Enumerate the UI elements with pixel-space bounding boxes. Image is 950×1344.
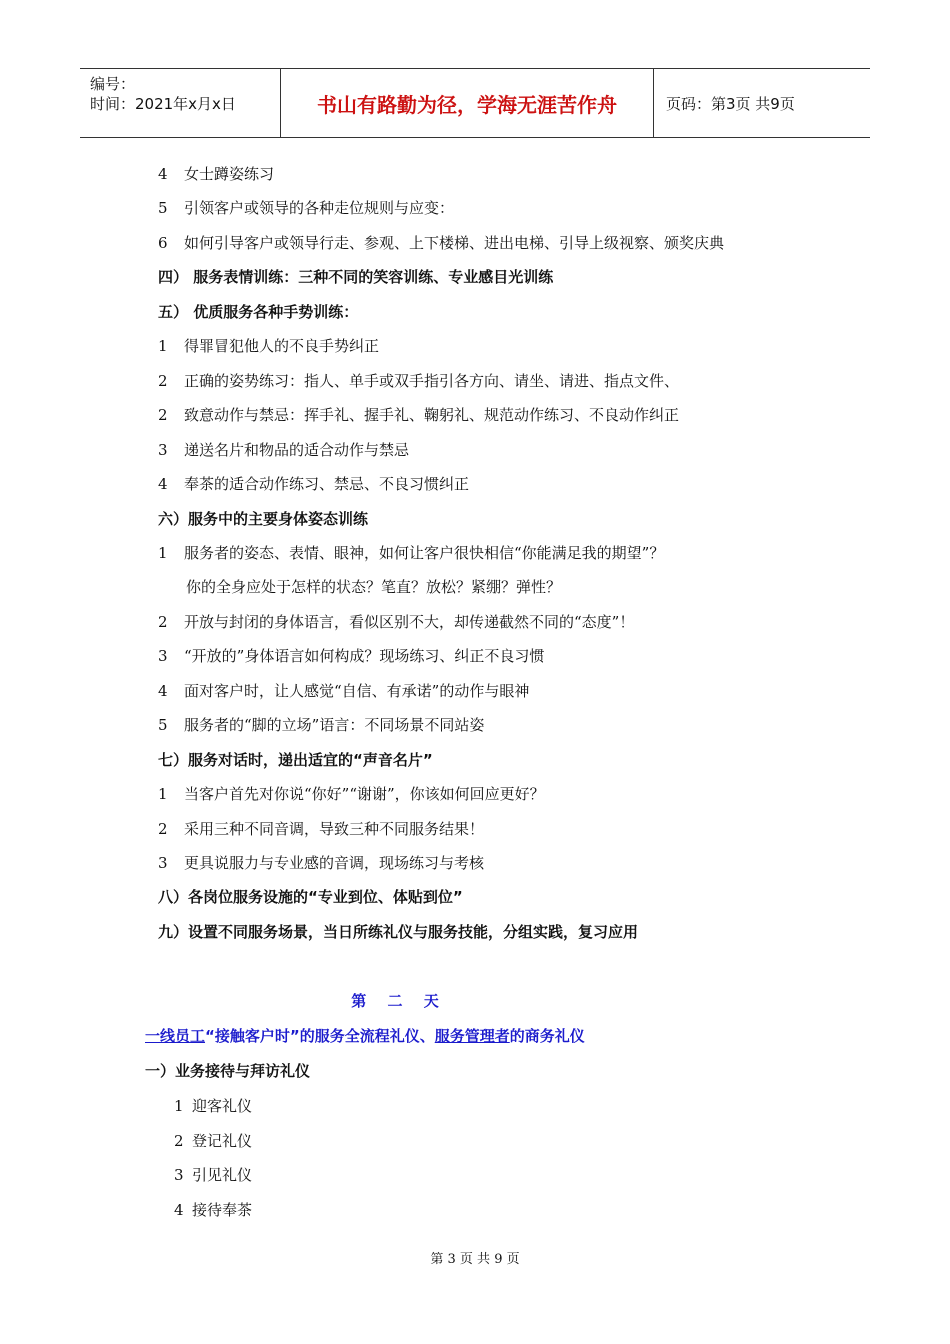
list-item-text: 面对客户时，让人感觉“自信、有承诺”的动作与眼神 [184, 681, 530, 700]
list-item-number: 1 [174, 1097, 184, 1115]
section-heading: 四） 服务表情训练：三种不同的笑容训练、专业感目光训练 [158, 268, 554, 287]
list-item-number: 3 [158, 440, 168, 459]
list-item [158, 818, 484, 839]
list-item-text: 服务者的“脚的立场”语言：不同场景不同站姿 [184, 716, 485, 735]
list-item [158, 645, 544, 666]
list-item-number: 4 [174, 1200, 184, 1219]
subtitle-text-1: “接触客户时”的服务全流程礼仪、 [205, 1027, 435, 1045]
list-item-text: 引领客户或领导的各种走位规则与应变： [184, 199, 455, 218]
list-item-text: 你的全身应处于怎样的状态？笔直？放松？紧绷？弹性？ [186, 578, 562, 597]
list-item [158, 852, 484, 873]
section-heading: 六）服务中的主要身体姿态训练 [158, 509, 369, 528]
time-label: 时间：2021年x月x日 [90, 95, 236, 113]
day-two-subtitle[interactable] [145, 1025, 585, 1046]
list-item-text: 迎客礼仪 [192, 1097, 253, 1115]
list-item-text: 接待奉茶 [192, 1200, 253, 1219]
list-item-number: 2 [174, 1131, 184, 1150]
list-item [174, 1130, 252, 1151]
list-item [158, 611, 634, 632]
list-item-number: 1 [158, 337, 168, 356]
list-item [174, 1095, 252, 1116]
list-item-number: 3 [158, 647, 168, 666]
list-item-number: 5 [158, 716, 168, 735]
list-item [158, 335, 379, 356]
list-item-number: 1 [158, 785, 168, 804]
list-item-text: 得罪冒犯他人的不良手势纠正 [184, 337, 380, 356]
page-header [80, 68, 870, 138]
list-item-number: 2 [158, 612, 168, 631]
list-item [158, 370, 679, 391]
list-item [186, 576, 561, 597]
section-heading: 七）服务对话时，递出适宜的“声音名片” [158, 750, 433, 769]
list-item-text: 递送名片和物品的适合动作与禁忌 [184, 440, 410, 459]
section-heading: 八）各岗位服务设施的“专业到位、体贴到位” [158, 888, 463, 907]
list-item-text: 奉茶的适合动作练习、禁忌、不良习惯纠正 [184, 475, 470, 494]
subtitle-link-managers[interactable]: 服务管理者 [434, 1027, 510, 1045]
list-item-text: 更具说服力与专业感的音调，现场练习与考核 [184, 854, 485, 872]
list-item-number: 2 [158, 819, 168, 838]
list-item-text: 如何引导客户或领导行走、参观、上下楼梯、进出电梯、引导上级视察、颁奖庆典 [184, 233, 725, 252]
list-item-number: 3 [158, 854, 168, 872]
list-item [158, 783, 545, 804]
list-item [158, 680, 529, 701]
list-item [158, 404, 679, 425]
section-heading-reception: 一）业务接待与拜访礼仪 [145, 1062, 311, 1080]
list-item-number: 2 [158, 406, 168, 425]
subtitle-text-2: 的商务礼仪 [509, 1027, 585, 1045]
list-item-number: 4 [158, 165, 168, 183]
header-meta-cell [80, 69, 281, 137]
list-item-text: 登记礼仪 [192, 1131, 253, 1150]
subtitle-link-frontline[interactable]: 一线员工 [145, 1027, 206, 1045]
list-item [158, 542, 664, 563]
list-item [158, 163, 274, 184]
list-item-text: 引见礼仪 [192, 1166, 253, 1184]
list-item-text: 正确的姿势练习：指人、单手或双手指引各方向、请坐、请进、指点文件、 [184, 371, 680, 390]
list-item-text: 服务者的姿态、表情、眼神，如何让客户很快相信“你能满足我的期望”？ [184, 543, 665, 562]
list-item [158, 439, 409, 460]
list-item-number: 1 [158, 543, 168, 562]
list-item-number: 3 [174, 1166, 184, 1184]
list-item-text: 开放与封闭的身体语言，看似区别不大，却传递截然不同的“态度”！ [184, 612, 635, 631]
list-item [158, 714, 484, 735]
header-page-label: 页码：第3页 共9页 [666, 94, 795, 113]
list-item-text: 女士蹲姿练习 [184, 165, 275, 183]
page-footer: 第 3 页 共 9 页 [430, 1252, 520, 1267]
section-heading: 九）设置不同服务场景，当日所练礼仪与服务技能，分组实践，复习应用 [158, 922, 639, 941]
serial-label: 编号： [90, 75, 136, 93]
list-item-number: 2 [158, 371, 168, 390]
list-item [174, 1199, 252, 1220]
list-item-number: 4 [158, 475, 168, 494]
day-two-title: 第 二 天 [351, 992, 447, 1010]
list-item-number: 5 [158, 199, 168, 218]
list-item-text: 致意动作与禁忌：挥手礼、握手礼、鞠躬礼、规范动作练习、不良动作纠正 [184, 406, 680, 425]
list-item [174, 1164, 252, 1185]
header-motto: 书山有路勤为径，学海无涯苦作舟 [281, 69, 654, 137]
list-item [158, 232, 724, 253]
list-item [158, 473, 469, 494]
list-item [158, 197, 454, 218]
list-item-number: 6 [158, 233, 168, 252]
list-item-text: 当客户首先对你说“你好”“谢谢”，你该如何回应更好？ [184, 785, 545, 804]
list-item-text: “开放的”身体语言如何构成？现场练习、纠正不良习惯 [184, 647, 545, 666]
list-item-text: 采用三种不同音调，导致三种不同服务结果！ [184, 819, 485, 838]
section-heading: 五） 优质服务各种手势训练： [158, 302, 359, 321]
list-item-number: 4 [158, 681, 168, 700]
